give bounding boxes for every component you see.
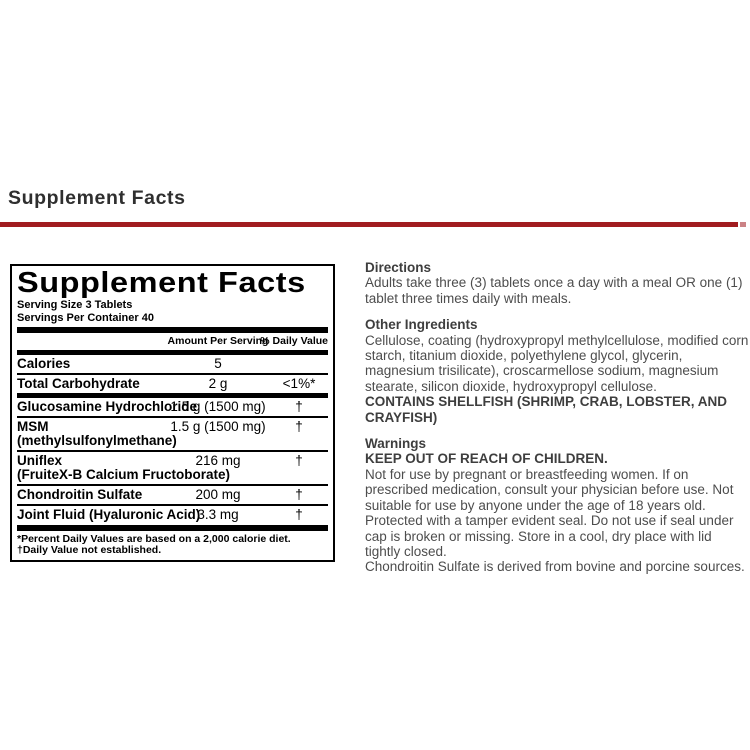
warning-paragraph: Protected with a tamper evident seal. Do not use if seal under cap is broken or missing. Store in a cool, dry place with lid tightly closed.: [365, 513, 734, 559]
directions-heading: Directions: [365, 260, 432, 275]
nutrient-daily-value: †: [295, 452, 303, 468]
other-ingredients-heading: Other Ingredients: [365, 317, 478, 333]
warnings-section: [365, 436, 750, 575]
nutrient-name: Calories: [17, 355, 71, 371]
allergen-statement: CONTAINS SHELLFISH (SHRIMP, CRAB, LOBSTER, AND CRAYFISH): [365, 394, 728, 425]
warning-paragraph: Not for use by pregnant or breastfeeding women. If on prescribed medication, consult your physician before use. Not suitable for use by anyone under the age of 18 years old.: [365, 466, 734, 513]
footnote: *Percent Daily Values are based on a 2,000 calorie diet.: [17, 532, 291, 545]
nutrient-row: [17, 486, 328, 506]
nutrient-rows: [17, 355, 328, 524]
supplement-facts-label: [10, 264, 335, 562]
label-column-headers: [17, 335, 328, 348]
nutrient-row: [17, 355, 328, 375]
nutrient-row: [17, 506, 328, 524]
page-title: Supplement Facts: [8, 187, 186, 209]
nutrient-amount: 200 mg: [195, 486, 241, 502]
nutrient-daily-value: †: [295, 398, 303, 414]
nutrient-row: [17, 375, 328, 398]
section-divider-rule: [0, 222, 738, 227]
warnings-emphasis: KEEP OUT OF REACH OF CHILDREN.: [365, 451, 608, 467]
servings-per-container: Servings Per Container 40: [17, 311, 154, 324]
nutrient-row: [17, 452, 328, 486]
nutrient-name: Joint Fluid (Hyaluronic Acid): [17, 506, 201, 522]
label-divider-thick: [17, 327, 328, 333]
warnings-heading: Warnings: [365, 436, 427, 452]
column-header-daily-value: % Daily Value: [260, 335, 328, 347]
nutrient-name-subline: (FruiteX-B Calcium Fructoborate): [17, 467, 231, 482]
label-footnotes: [17, 531, 328, 556]
nutrient-amount: 5: [214, 355, 222, 371]
label-title: Supplement Facts: [17, 267, 306, 299]
warning-paragraphs: [365, 467, 750, 575]
nutrient-amount: 216 mg: [195, 452, 241, 468]
nutrient-row: [17, 418, 328, 452]
nutrient-row: [17, 398, 328, 418]
nutrient-name: Glucosamine Hydrochloride: [17, 398, 198, 414]
serving-size: Serving Size 3 Tablets: [17, 299, 133, 311]
nutrient-daily-value: †: [295, 418, 303, 434]
nutrient-amount: 1.5 g (1500 mg): [170, 418, 266, 434]
nutrient-name: Chondroitin Sulfate: [17, 486, 143, 502]
section-divider-rule-end: [740, 222, 746, 227]
nutrient-daily-value: †: [295, 486, 303, 502]
directions-section: [365, 260, 750, 306]
product-details-column: [365, 260, 750, 586]
nutrient-amount: 2 g: [208, 375, 228, 391]
nutrient-name-subline: (methylsulfonylmethane): [17, 433, 177, 448]
column-header-amount: Amount Per Serving: [167, 335, 269, 347]
nutrient-name: Total Carbohydrate: [17, 375, 140, 391]
other-ingredients-section: [365, 317, 750, 425]
nutrient-name: MSM: [17, 418, 49, 434]
warning-paragraph: Chondroitin Sulfate is derived from bovine and porcine sources.: [365, 559, 745, 575]
directions-text: Adults take three (3) tablets once a day with a meal OR one (1) tablet three times daily with meals.: [365, 275, 743, 306]
other-ingredients-text: Cellulose, coating (hydroxypropyl methylcellulose, modified corn starch, titanium dioxide, polyethylene glycol, glycerin, magnesium trisilicate), croscarmellose sodium, magnesium stearate, silicon dioxide, hydroxypropyl cellulose.: [365, 332, 749, 394]
nutrient-amount: 3.3 mg: [197, 506, 239, 522]
footnote: †Daily Value not established.: [17, 543, 162, 556]
nutrient-daily-value: <1%*: [282, 375, 316, 391]
nutrient-name: Uniflex: [17, 452, 63, 468]
nutrient-amount: 1.5 g (1500 mg): [170, 398, 266, 414]
nutrient-daily-value: †: [295, 506, 303, 522]
